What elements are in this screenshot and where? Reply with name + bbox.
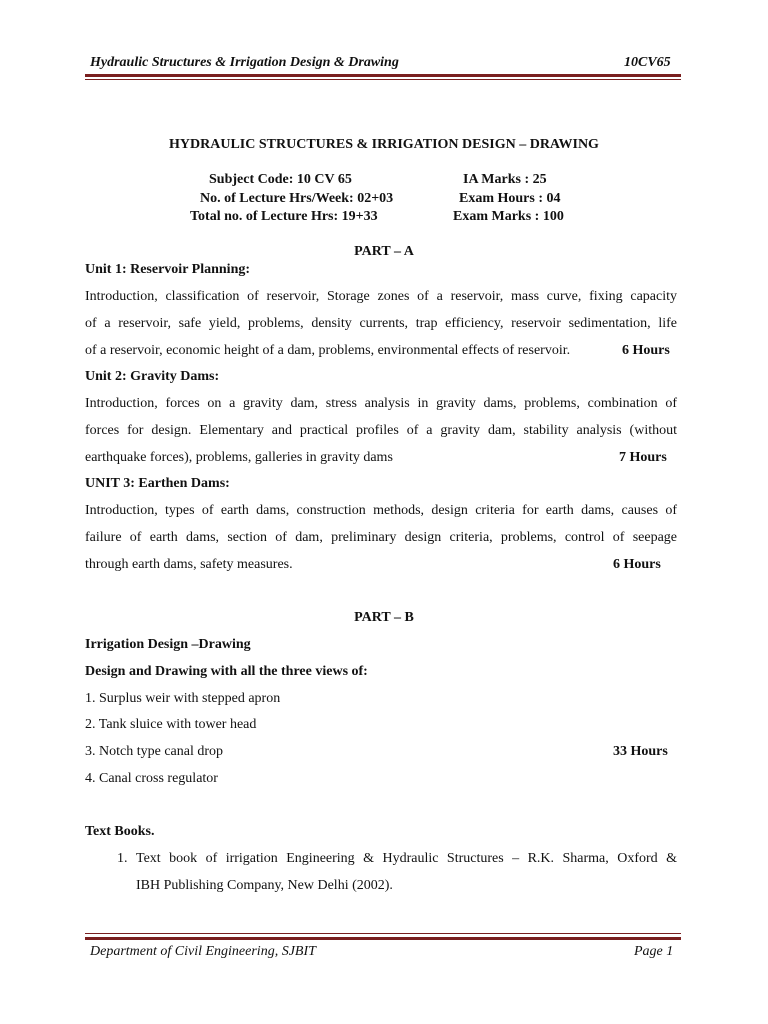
textbooks-heading: Text Books.: [85, 824, 155, 839]
part-b-intro: Design and Drawing with all the three views of:: [85, 664, 368, 679]
part-b-hours: 33 Hours: [613, 744, 668, 759]
unit1-line: Introduction, classification of reservoir, Storage zones of a reservoir, mass curve, fixing capacity: [85, 289, 677, 304]
header-title: Hydraulic Structures & Irrigation Design & Drawing: [90, 55, 399, 70]
part-b-item: 3. Notch type canal drop: [85, 744, 224, 759]
footer-department: Department of Civil Engineering, SJBIT: [90, 944, 316, 959]
unit2-title: Unit 2: Gravity Dams:: [85, 369, 220, 384]
part-b-item: 1. Surplus weir with stepped apron: [85, 691, 281, 706]
unit3-line: through earth dams, safety measures.: [85, 557, 293, 572]
header-rule-thin: [85, 79, 681, 80]
unit2-line: earthquake forces), problems, galleries in gravity dams: [85, 450, 393, 465]
unit1-line: of a reservoir, economic height of a dam, problems, environmental effects of reservoir.: [85, 343, 571, 358]
unit3-title: UNIT 3: Earthen Dams:: [85, 476, 230, 491]
unit2-hours: 7 Hours: [619, 450, 667, 465]
unit2-line: Introduction, forces on a gravity dam, stress analysis in gravity dams, problems, combination of: [85, 396, 677, 411]
exam-marks: Exam Marks : 100: [453, 209, 564, 224]
subject-code: Subject Code: 10 CV 65: [209, 172, 352, 187]
total-lecture-hours: Total no. of Lecture Hrs: 19+33: [190, 209, 378, 224]
part-b-heading: PART – B: [354, 610, 414, 625]
unit1-hours: 6 Hours: [622, 343, 670, 358]
unit3-line: failure of earth dams, section of dam, preliminary design criteria, problems, control of seepage: [85, 530, 677, 545]
unit3-hours: 6 Hours: [613, 557, 661, 572]
footer-rule-thick: [85, 937, 681, 940]
part-b-subtitle: Irrigation Design –Drawing: [85, 637, 251, 652]
part-b-item: 4. Canal cross regulator: [85, 771, 218, 786]
header-course-code: 10CV65: [624, 55, 671, 70]
footer-page-number: Page 1: [634, 944, 674, 959]
part-b-item: 2. Tank sluice with tower head: [85, 717, 257, 732]
textbook-item-number: 1.: [117, 851, 128, 866]
ia-marks: IA Marks : 25: [463, 172, 547, 187]
header-rule-thick: [85, 74, 681, 77]
document-title: HYDRAULIC STRUCTURES & IRRIGATION DESIGN – DRAWING: [169, 137, 599, 152]
unit3-line: Introduction, types of earth dams, construction methods, design criteria for earth dams, causes of: [85, 503, 677, 518]
unit1-line: of a reservoir, safe yield, problems, density currents, trap efficiency, reservoir sedimentation, life: [85, 316, 677, 331]
textbook-item-line: IBH Publishing Company, New Delhi (2002).: [136, 878, 393, 893]
textbook-item-line: Text book of irrigation Engineering & Hydraulic Structures – R.K. Sharma, Oxford &: [136, 851, 677, 866]
footer-rule-thin: [85, 933, 681, 934]
lecture-hours-week: No. of Lecture Hrs/Week: 02+03: [200, 191, 394, 206]
part-a-heading: PART – A: [354, 244, 414, 259]
unit2-line: forces for design. Elementary and practical profiles of a gravity dam, stability analysis (without: [85, 423, 677, 438]
exam-hours: Exam Hours : 04: [459, 191, 561, 206]
unit1-title: Unit 1: Reservoir Planning:: [85, 262, 251, 277]
